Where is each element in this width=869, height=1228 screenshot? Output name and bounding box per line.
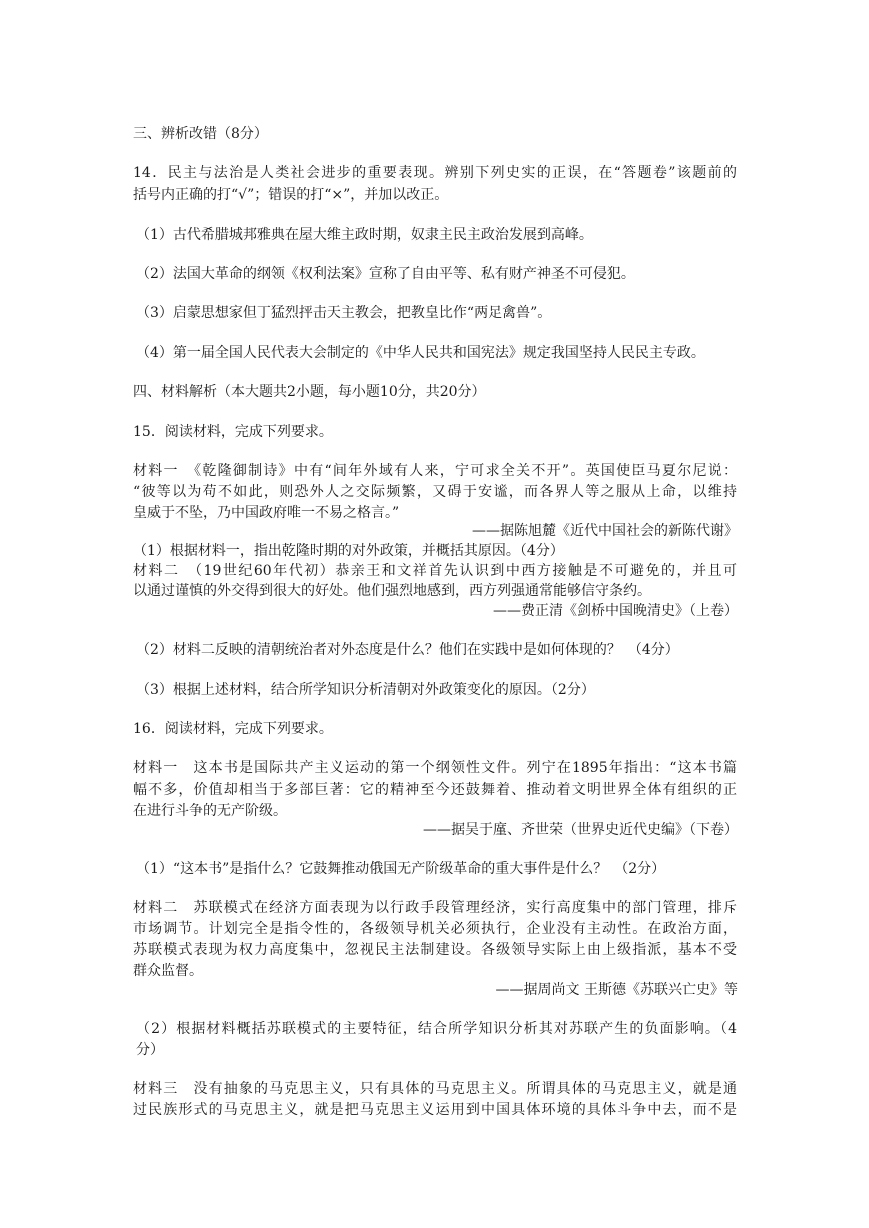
q15-question-2: （2）材料二反映的清朝统治者对外态度是什么？他们在实践中是如何体现的？ （4分） [136,642,679,658]
q16-material-1-source: ——据吴于廑、齐世荣（世界史近代史编》（下卷） [423,822,738,838]
q16-material-2-line-1: 材料二 苏联模式在经济方面表现为以行政手段管理经济，实行高度集中的部门管理，排斥 [133,900,737,916]
q16-material-3-line-2: 过民族形式的马克思主义，就是把马克思主义运用到中国具体环境的具体斗争中去，而不是 [133,1102,737,1118]
q14-stem-line-1: 14．民主与法治是人类社会进步的重要表现。辨别下列史实的正误，在“答题卷”该题前的 [133,165,737,181]
q15-intro: 15．阅读材料，完成下列要求。 [133,424,333,440]
q16-material-2-line-4: 群众监督。 [133,963,203,979]
q16-material-2-line-2: 市场调节。计划完全是指令性的，各级领导机关必须执行，企业没有主动性。在政治方面， [133,921,737,937]
q15-material-2-line-2: 以通过谨慎的外交得到很大的好处。他们强烈地感到，西方列强通常能够信守条约。 [133,583,651,599]
q14-stem-line-2: 括号内正确的打“√”；错误的打“×”，并加以改正。 [133,187,449,203]
q16-intro: 16．阅读材料，完成下列要求。 [133,721,333,737]
q16-question-2-line-1: （2）根据材料概括苏联模式的主要特征，结合所学知识分析其对苏联产生的负面影响。（4 [136,1021,737,1037]
section-4-heading: 四、材料解析（本大题共2小题，每小题10分，共20分） [133,384,486,400]
q16-material-1-line-2: 幅不多，价值却相当于多部巨著：它的精神至今还鼓舞着、推动着文明世界全体有组织的正 [133,782,737,798]
q15-material-2-source: ——费正清《剑桥中国晚清史》（上卷） [493,603,738,619]
q15-material-1-source: ——据陈旭麓《近代中国社会的新陈代谢》 [472,523,738,539]
q16-material-2-line-3: 苏联模式表现为权力高度集中，忽视民主法制建设。各级领导实际上由上级指派，基本不受 [133,942,737,958]
q14-item-2: （2）法国大革命的纲领《权利法案》宣称了自由平等、私有财产神圣不可侵犯。 [136,266,635,282]
q15-question-1: （1）根据材料一，指出乾隆时期的对外政策，并概括其原因。（4分） [133,543,564,559]
q14-item-1: （1）古代希腊城邦雅典在屋大维主政时期，奴隶主民主政治发展到高峰。 [136,227,593,243]
q15-material-1-line-2: “彼等以为苟不如此，则恐外人之交际频繁，又碍于安谧，而各界人等之服从上命，以维持 [133,484,737,500]
q16-material-1-line-3: 在进行斗争的无产阶级。 [133,803,287,819]
q15-material-1-line-1: 材料一 《乾隆御制诗》中有“间年外域有人来，宁可求全关不开”。英国使臣马夏尔尼说： [133,463,737,479]
q14-item-3: （3）启蒙思想家但丁猛烈抨击天主教会，把教皇比作“两足禽兽”。 [136,305,552,321]
q16-question-2-line-2: 分） [136,1042,164,1058]
q16-material-3-line-1: 材料三 没有抽象的马克思主义，只有具体的马克思主义。所谓具体的马克思主义，就是通 [133,1081,737,1097]
q15-material-2-line-1: 材料二 （19世纪60年代初）恭亲王和文祥首先认识到中西方接触是不可避免的，并且可 [133,563,737,579]
section-3-heading: 三、辨析改错（8分） [133,126,268,142]
q15-material-1-line-3: 皇威于不坠，乃中国政府唯一不易之格言。” [133,505,400,521]
q15-question-3: （3）根据上述材料，结合所学知识分析清朝对外政策变化的原因。（2分） [136,682,595,698]
q16-material-1-line-1: 材料一 这本书是国际共产主义运动的第一个纲领性文件。列宁在1895年指出：“这本书篇 [133,760,737,776]
q14-item-4: （4）第一届全国人民代表大会制定的《中华人民共和国宪法》规定我国坚持人民民主专政。 [136,345,705,361]
q16-question-1: （1）“这本书”是指什么？它鼓舞推动俄国无产阶级革命的重大事件是什么？ （2分） [136,861,666,877]
q16-material-2-source: ——据周尚文 王斯德《苏联兴亡史》等 [495,982,738,998]
